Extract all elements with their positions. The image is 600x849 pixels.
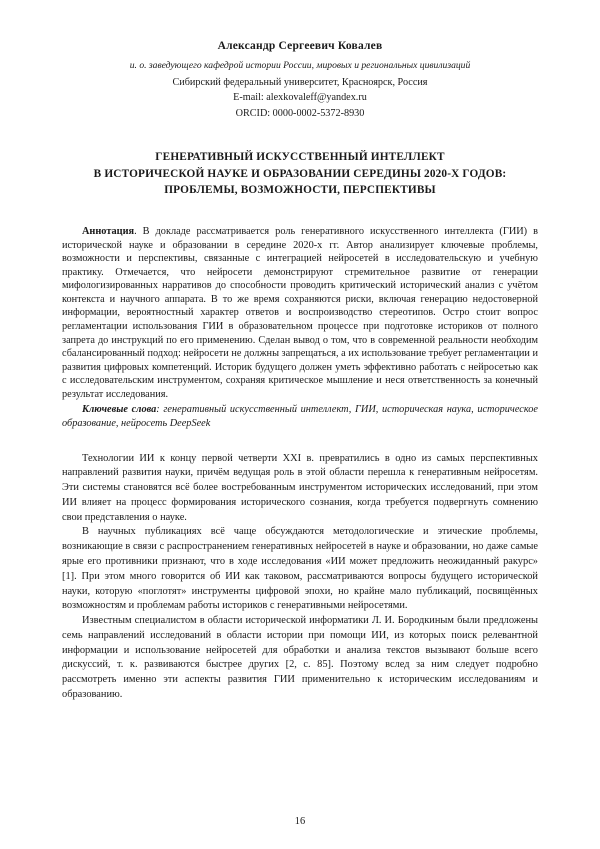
author-email: E-mail: alexkovaleff@yandex.ru [233, 92, 367, 104]
body-text [62, 452, 538, 703]
keywords-label: Ключевые слова [82, 404, 157, 416]
abstract-paragraph [62, 225, 538, 402]
keywords-section [62, 403, 538, 430]
page-title-line-2: В ИСТОРИЧЕСКОЙ НАУКЕ И ОБРАЗОВАНИИ СЕРЕДИНЫ 2020-Х ГОДОВ: [93, 167, 507, 180]
abstract-label: Аннотация [82, 225, 135, 237]
page-number: 16 [294, 816, 306, 827]
abstract-section [62, 225, 538, 402]
abstract-text: . В докладе рассматривается роль генеративного искусственного интеллекта (ГИИ) в исторической науке и образовании в середине 2020-х гг. Автор анализирует ключевые проблемы, возможности и перспективы, связанные с интеграцией нейросетей в исследовательскую и учебную практику. Отмечается, что нейросети демонстрируют стремительное развитие от генерации мифологизированных нарративов до способности проводить критический исторический анализ с учётом контекста и научного аппарата. В то же время сохраняются риски, включая генерацию недостоверной информации, вероятностный характер ответов и воспроизводство стереотипов. Остро стоит вопрос регламентации использования ГИИ в образовательном процессе при подготовке историков от полного запрета до инструкций по его применению. Сделан вывод о том, что в современной реальности необходим сбалансированный подход: нейросети не должны запрещаться, а их использование требует регламентации и развития цифровых компетенций. Историк будущего должен уметь эффективно работать с нейросетью как с исследовательским инструментом, сохраняя критическое мышление и неся ответственность за конечный результат исследования. [62, 225, 538, 400]
body-paragraph: Известным специалистом в области исторической информатики Л. И. Бородкиным были предложены семь направлений исследований в области истории при помощи ИИ, из которых поиск релевантной информации и использование нейросетей для обработки и анализа текстов вызывают больше всего дискуссий, т. к. развиваются быстрее других [2, с. 85]. Поэтому вслед за ним следует подробно рассмотреть именно эти аспекты развития ГИИ применительно к историческим исследованиям и образованию. [62, 615, 538, 700]
keywords-text: : генеративный искусственный интеллект, ГИИ, историческая наука, историческое образование, нейросеть DeepSeek [62, 404, 538, 430]
page-title-line-3: ПРОБЛЕМЫ, ВОЗМОЖНОСТИ, ПЕРСПЕКТИВЫ [164, 184, 436, 197]
page-title-line-1: ГЕНЕРАТИВНЫЙ ИСКУССТВЕННЫЙ ИНТЕЛЛЕКТ [155, 150, 445, 163]
page-title [62, 149, 538, 199]
body-paragraph: В научных публикациях всё чаще обсуждаются методологические и этические проблемы, возникающие в связи с распространением генеративных нейросетей в науке и образовании, но даже самые ярые его противники признают, что в ходе исследования «ИИ может предложить неожиданный ракурс» [1]. При этом много говорится об ИИ как таковом, рассматриваются вопросы будущего исторической науки, которую «поглотят» инструменты цифровой эпохи, но крайне мало публикаций, посвящённых возможностям и проблемам работы историков с генеративными нейросетями. [62, 526, 538, 612]
author-affiliation: и. о. заведующего кафедрой истории России, мировых и региональных цивилизаций [129, 60, 471, 71]
author-university: Сибирский федеральный университет, Красноярск, Россия [172, 76, 428, 88]
author-name: Александр Сергеевич Ковалев [217, 40, 383, 52]
author-orcid: ORCID: 0000-0002-5372-8930 [235, 107, 365, 119]
keywords-paragraph [62, 403, 538, 430]
body-paragraph: Технологии ИИ к концу первой четверти XXI в. превратились в одно из самых перспективных направлений развития науки, причём ведущая роль в этой области перешла к генеративным нейросетям. Эти системы становятся всё более востребованным инструментом исторических исследований, при этом ИИ влияет на процесс формирования исторического сознания, когда требуется подвергнуть сомнению свои представления о науке. [62, 452, 538, 523]
